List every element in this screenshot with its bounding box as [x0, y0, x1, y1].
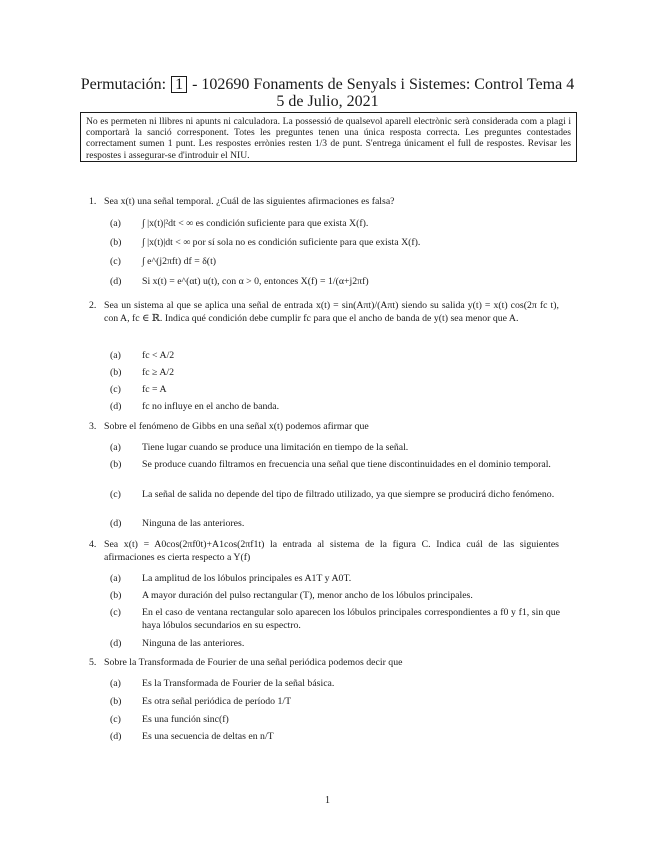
question-5 — [89, 657, 559, 670]
option-letter: (a) — [110, 573, 121, 584]
option-letter: (b) — [110, 696, 122, 707]
question-number: 4. — [89, 539, 97, 550]
question-4 — [89, 539, 559, 564]
question-text: Sea un sistema al que se aplica una señal de entrada x(t) = sin(Aπt)/(Aπt) siendo su salida y(t) = x(t) cos(2π fc t), con A, fc ∈ ℝ. Indica qué condición debe cumplir fc para que el ancho de banda de y(t) sea menor que A. — [104, 300, 559, 324]
option-letter: (d) — [110, 276, 122, 287]
option-text: A mayor duración del pulso rectangular (T), menor ancho de los lóbulos principales. — [142, 590, 473, 601]
option-text: ∫ |x(t)|dt < ∞ por sí sola no es condición suficiente para que exista X(f). — [142, 237, 421, 248]
option-text: Se produce cuando filtramos en frecuencia una señal que tiene discontinuidades en el dominio temporal. — [142, 459, 551, 470]
option-letter: (d) — [110, 731, 122, 742]
option-text: La amplitud de los lóbulos principales es A1T y A0T. — [142, 573, 352, 584]
question-number: 3. — [89, 421, 97, 432]
option-letter: (a) — [110, 350, 121, 361]
permutation-number-box: 1 — [171, 76, 187, 93]
question-text: Sea x(t) una señal temporal. ¿Cuál de las siguientes afirmaciones es falsa? — [104, 196, 395, 207]
option-text: fc ≥ A/2 — [142, 367, 175, 378]
option-text: fc no influye en el ancho de banda. — [142, 401, 280, 412]
option-letter: (b) — [110, 590, 122, 601]
question-text: Sobre la Transformada de Fourier de una señal periódica podemos decir que — [104, 657, 403, 668]
option-text: fc = A — [142, 384, 167, 395]
question-number: 5. — [89, 657, 97, 668]
option-letter: (d) — [110, 518, 122, 529]
option-text: En el caso de ventana rectangular solo aparecen los lóbulos principales correspondientes a f0 y f1, sin que haya lóbulos secundarios en su espectro. — [142, 607, 560, 631]
question-text: Sobre el fenómeno de Gibbs en una señal x(t) podemos afirmar que — [104, 421, 369, 432]
option-text: Tiene lugar cuando se produce una limitación en tiempo de la señal. — [142, 442, 409, 453]
option-text: Es otra señal periódica de período 1/T — [142, 696, 292, 707]
option-text: Ninguna de las anteriores. — [142, 638, 245, 649]
permutation-label: Permutación: — [80, 76, 167, 93]
option-letter: (c) — [110, 384, 121, 395]
option-letter: (b) — [110, 367, 122, 378]
option-text: fc < A/2 — [142, 350, 175, 361]
option-text: Es la Transformada de Fourier de la señal básica. — [142, 678, 335, 689]
option-text: ∫ e^(j2πft) df = δ(t) — [142, 256, 217, 267]
option-letter: (c) — [110, 256, 121, 267]
exam-title — [0, 76, 655, 94]
option-text: ∫ |x(t)|²dt < ∞ es condición suficiente para que exista X(f). — [142, 218, 369, 229]
option-letter: (b) — [110, 459, 122, 470]
question-2 — [89, 300, 559, 325]
option-text: Ninguna de las anteriores. — [142, 518, 245, 529]
option-letter: (c) — [110, 607, 121, 618]
option-letter: (d) — [110, 401, 122, 412]
option-text: Es una función sinc(f) — [142, 714, 229, 725]
option-letter: (a) — [110, 218, 121, 229]
option-letter: (c) — [110, 714, 121, 725]
option-text: Si x(t) = e^(αt) u(t), con α > 0, entonces X(f) = 1/(α+j2πf) — [142, 276, 369, 287]
question-1 — [89, 196, 559, 209]
page-number: 1 — [325, 795, 330, 806]
question-3 — [89, 421, 559, 434]
option-letter: (c) — [110, 489, 121, 500]
option-letter: (a) — [110, 678, 121, 689]
question-number: 2. — [89, 300, 97, 311]
option-letter: (d) — [110, 638, 122, 649]
question-number: 1. — [89, 196, 97, 207]
exam-instructions-box: No es permeten ni llibres ni apunts ni calculadora. La possessió de qualsevol aparell electrònic serà considerada com a plagi i comportarà la sanció corresponent. Totes les preguntes tenen una única resposta correcta. Les preguntes contestades correctament sumen 1 punt. Les respostes errònies resten 1/3 de punt. S'entrega únicament el full de respostes. Revisar les respostes i assegurar-se d'introduir el NIU. — [80, 112, 577, 162]
question-text: Sea x(t) = A0cos(2πf0t)+A1cos(2πf1t) la entrada al sistema de la figura C. Indica cuál de las siguientes afirmaciones es cierta respecto a Y(f) — [104, 539, 559, 563]
exam-date: 5 de Julio, 2021 — [276, 93, 379, 110]
option-letter: (a) — [110, 442, 121, 453]
option-text: La señal de salida no depende del tipo de filtrado utilizado, ya que siempre se producirá dicho fenómeno. — [142, 489, 555, 500]
course-title: - 102690 Fonaments de Senyals i Sistemes: Control Tema 4 — [192, 76, 575, 93]
option-text: Es una secuencia de deltas en n/T — [142, 731, 274, 742]
option-letter: (b) — [110, 237, 122, 248]
